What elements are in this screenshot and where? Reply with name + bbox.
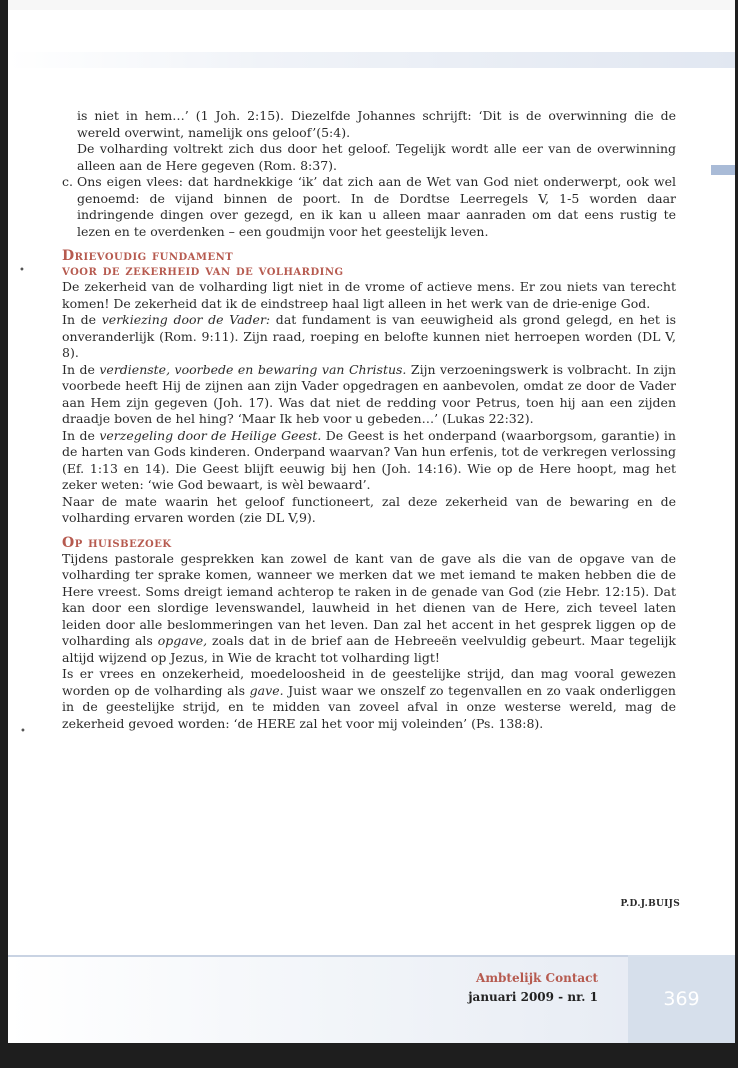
p3-rest: Zijn verzoeningswerk is volbracht. In zijn voorbede heeft Hij de zijnen aan zijn Vader opgedragen en aanbevolen, omdat ze door de Vader aan Hem zijn gegeven (Joh. 17). Was dat niet de redding voor Petrus, toen hij aan een zijden draadje boven de hel hing? ‘Maar Ik heb voor u gebeden…’ (Lukas 22:32). [62, 361, 676, 426]
p2-rest: dat fundament is van eeuwigheid als grond gelegd, en het is onveranderlijk (Rom. 9:11). Zijn raad, roeping en belofte kunnen niet herroepen worden (DL V, 8). [62, 312, 676, 360]
section1-paragraph-2 [62, 312, 676, 362]
scan-edge-left [0, 0, 8, 1068]
p3-emphasis: verdienste, voorbede en bewaring van Christus. [99, 361, 407, 377]
section1-paragraph-5: Naar de mate waarin het geloof functioneert, zal deze zekerheid van de bewaring en de volharding ervaren worden (zie DL V,9). [62, 493, 676, 525]
s2p1-b: zoals dat in de brief aan de Hebreeën veelvuldig gebeurt. Maar tegelijk altijd wijzend op Jezus, in Wie de kracht tot volharding ligt! [62, 633, 676, 665]
margin-tab [711, 165, 735, 175]
s2p1-emphasis: opgave, [157, 633, 208, 648]
section2-heading: Op huisbezoek [62, 534, 172, 551]
p4-emphasis: verzegeling door de Heilige Geest. [99, 427, 322, 443]
page-top-shade [8, 0, 735, 10]
section1-paragraph-3 [62, 362, 676, 428]
margin-mark-top: • [19, 265, 25, 276]
author-signature: P.D.J.BUIJS [620, 899, 680, 909]
section-heading-line-1: Drievoudig fundament [62, 248, 234, 264]
footer-rule [8, 955, 735, 957]
s2p2-a: Is er vrees en onzekerheid, moedeloosheid in de geestelijke strijd, dan mag vooral gewezen worden op de volharding als [62, 666, 676, 698]
intro-paragraph-2: De volharding voltrekt zich dus door het geloof. Tegelijk wordt alle eer van de overwinning alleen aan de Here gegeven (Rom. 8:37). [77, 141, 676, 173]
footer-magazine-title: Ambtelijk Contact [476, 971, 598, 985]
p3-prefix: In de [62, 361, 100, 377]
s2p1-a: Tijdens pastorale gesprekken kan zowel de kant van de gave als die van de opgave van de volharding ter sprake komen, wanneer we merken dat we met iemand te maken hebben die de Here vreest. Soms dreigt iemand achterop te raken in de genade van God (zie Hebr. 12:15). Dat kan door een slordige levenswandel, lauwheid in het dienen van de Here, zich teveel laten leiden door alle beslommeringen van het leven. Dan zal het accent in het gesprek liggen op de volharding als [62, 550, 676, 648]
p2-prefix: In de [62, 312, 102, 327]
section-heading-line-2: voor de zekerheid van de volharding [62, 263, 344, 279]
footer-band [8, 955, 735, 1043]
section2-paragraph-1 [62, 551, 676, 667]
page-number: 369 [628, 955, 735, 1043]
article-body [62, 108, 676, 732]
header-band [8, 52, 735, 68]
section1-paragraph-1: De zekerheid van de volharding ligt niet in de vrome of actieve mens. Er zou niets van terecht komen! De zekerheid dat ik de eindstreep haal ligt alleen in het werk van de drie-enige God. [62, 279, 676, 311]
footer-issue: januari 2009 - nr. 1 [468, 990, 598, 1004]
section1-paragraph-4 [62, 428, 676, 494]
p4-rest: De Geest is het onderpand (waarborgsom, garantie) in de harten van Gods kinderen. Onderpand waarvan? Van hun erfenis, tot de verkregen verlossing (Ef. 1:13 en 14). Die Geest blijft eeuwig bij hen (Joh. 14:16). Wie op de Here hoopt, mag het zeker weten: ‘wie God bewaart, is wèl bewaard’. [62, 427, 676, 492]
scan-edge-bottom [0, 1043, 738, 1068]
list-item-c [62, 174, 676, 240]
p2-emphasis: verkiezing door de Vader: [101, 312, 271, 327]
s2p2-b: Juist waar we onszelf zo tegenvallen en zo vaak onderliggen in de geestelijke strijd, en te midden van zoveel afval in onze westerse wereld, mag de zekerheid gevoed worden: ‘de HERE zal het voor mij voleinden’ (Ps. 138:8). [62, 682, 676, 731]
s2p2-emphasis: gave. [249, 682, 284, 698]
margin-mark-bottom: • [20, 726, 26, 737]
intro-paragraph-1: is niet in hem…’ (1 Joh. 2:15). Diezelfde Johannes schrijft: ‘Dit is de overwinning die de wereld overwint, namelijk ons geloof’(5:4). [77, 108, 676, 140]
section2-paragraph-2 [62, 666, 676, 732]
list-item-c-text: Ons eigen vlees: dat hardnekkige ‘ik’ dat zich aan de Wet van God niet onderwerpt, ook wel genoemd: de vijand binnen de poort. In de Dordtse Leerregels V, 1-5 worden daar indringende dingen over gezegd, en ik kan u alleen maar aanraden om dat eens rustig te lezen en te overdenken – een goudmijn voor het geestelijk leven. [77, 174, 676, 239]
list-item-c-label: c. [62, 174, 73, 189]
p4-prefix: In de [62, 427, 100, 443]
